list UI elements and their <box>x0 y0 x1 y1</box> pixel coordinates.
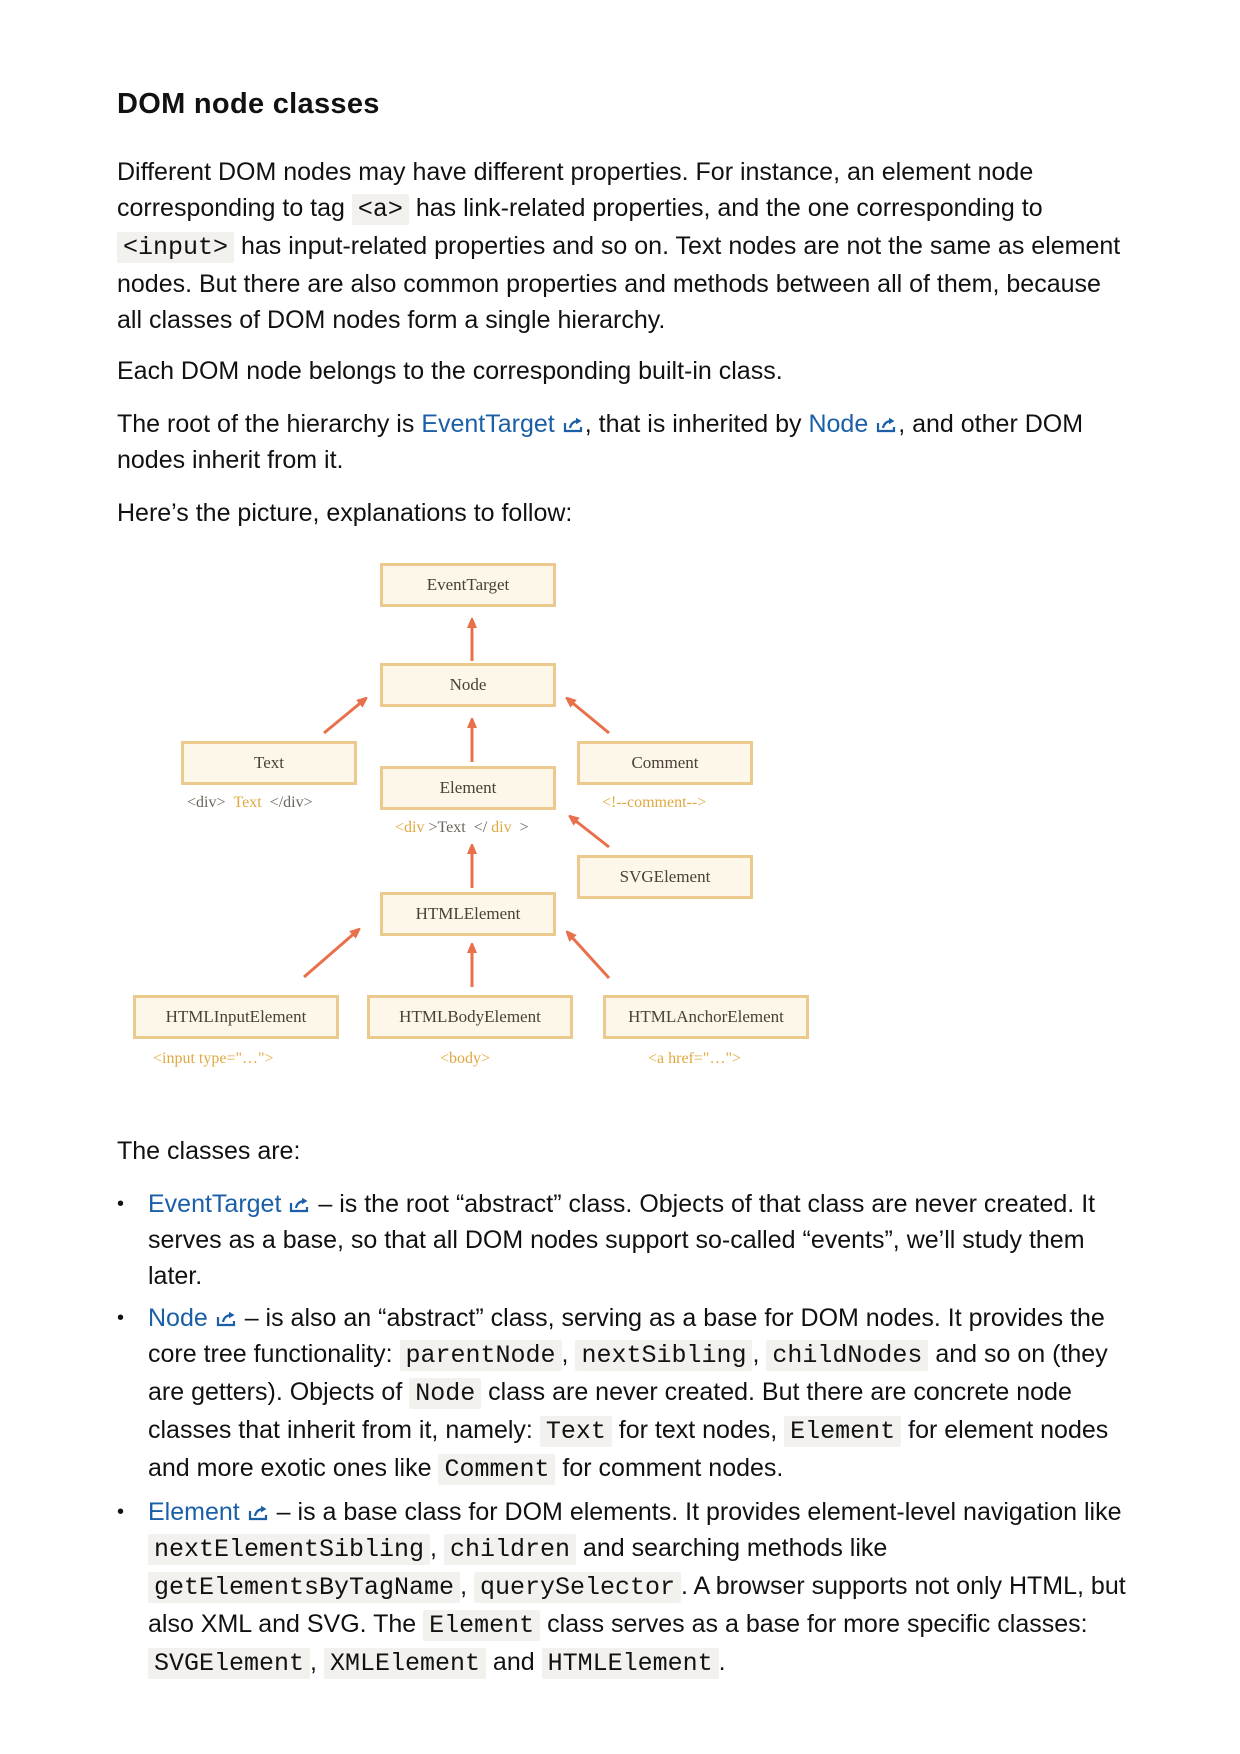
box-htmlinputelement: HTMLInputElement <box>133 995 339 1039</box>
list-item-element: • Element – is a base class for DOM elements. It provides element-level navigation like nextElementSibling , children and searching methods like getElementsByTagName , querySelector . A browser supports not only HTML, but also XML and SVG. The Element class serves as a base for more specific classes: SVGElement , XMLElement and HTMLElement . <box>117 1494 1127 1682</box>
code-input-tag: <input> <box>117 232 234 263</box>
arrow-anchor-to-htmlelement <box>569 934 609 978</box>
intro-paragraph-4: Here’s the picture, explanations to follow: <box>117 499 573 527</box>
arrow-comment-to-node <box>569 700 609 733</box>
node-list-link[interactable]: Node <box>148 1304 238 1332</box>
arrow-input-to-htmlelement <box>304 931 357 977</box>
box-htmlanchorelement: HTMLAnchorElement <box>603 995 809 1039</box>
page-title: DOM node classes <box>117 88 380 120</box>
intro-paragraph-3: The root of the hierarchy is EventTarget , that is inherited by Node , and other DOM nodes inherit from it. <box>117 410 1084 474</box>
list-item-eventtarget: • EventTarget – is the root “abstract” class. Objects of that class are never created. It serves as a base, so that all DOM nodes support so-called “events”, we’ll study them later. <box>117 1186 1127 1294</box>
box-htmlbodyelement: HTMLBodyElement <box>367 995 573 1039</box>
tag-anchor-example: <a href="…"> <box>648 1050 741 1067</box>
code-a-tag: <a> <box>352 194 409 225</box>
list-item-node: • Node – is also an “abstract” class, serving as a base for DOM nodes. It provides the core tree functionality: parentNode , nextSibling , childNodes and so on (they are getters). Objects of Node class are never created. But there are concrete node classes that inherit from it, namely: Text for text nodes, Element for element nodes and more exotic ones like Comment for comment nodes. <box>117 1300 1127 1488</box>
element-list-link[interactable]: Element <box>148 1498 270 1526</box>
box-htmlelement: HTMLElement <box>380 892 556 936</box>
eventtarget-list-link[interactable]: EventTarget <box>148 1190 311 1218</box>
arrow-svgelement-to-element <box>572 818 609 847</box>
box-node: Node <box>380 663 556 707</box>
tag-text-example: <div> Text </div> <box>187 794 313 811</box>
dom-class-hierarchy-diagram <box>117 560 817 1080</box>
external-link-icon <box>289 1197 311 1213</box>
tag-input-example: <input type="…"> <box>153 1050 274 1067</box>
external-link-icon <box>248 1505 270 1521</box>
node-link[interactable]: Node <box>808 410 898 438</box>
tag-body-example: <body> <box>440 1050 491 1067</box>
external-link-icon <box>876 417 898 433</box>
box-comment: Comment <box>577 741 753 785</box>
intro-paragraph-2: Each DOM node belongs to the corresponding built-in class. <box>117 357 783 385</box>
classes-heading: The classes are: <box>117 1137 301 1165</box>
arrow-text-to-node <box>324 700 364 733</box>
box-eventtarget: EventTarget <box>380 563 556 607</box>
external-link-icon <box>563 417 585 433</box>
intro-paragraph-1: Different DOM nodes may have different properties. For instance, an element node corresponding to tag <a> has link-related properties, and the one corresponding to <input> has input-related properties and so on. Text nodes are not the same as element nodes. But there are also common properties and methods between all of them, because all classes of DOM nodes form a single hierarchy. <box>117 158 1121 334</box>
external-link-icon <box>216 1311 238 1327</box>
eventtarget-link[interactable]: EventTarget <box>421 410 584 438</box>
box-svgelement: SVGElement <box>577 855 753 899</box>
class-list <box>117 1186 1127 1682</box>
box-element: Element <box>380 766 556 810</box>
tag-element-example: <div >Text </ div > <box>395 819 529 836</box>
tag-comment-example: <!--comment--> <box>602 794 707 811</box>
box-text: Text <box>181 741 357 785</box>
